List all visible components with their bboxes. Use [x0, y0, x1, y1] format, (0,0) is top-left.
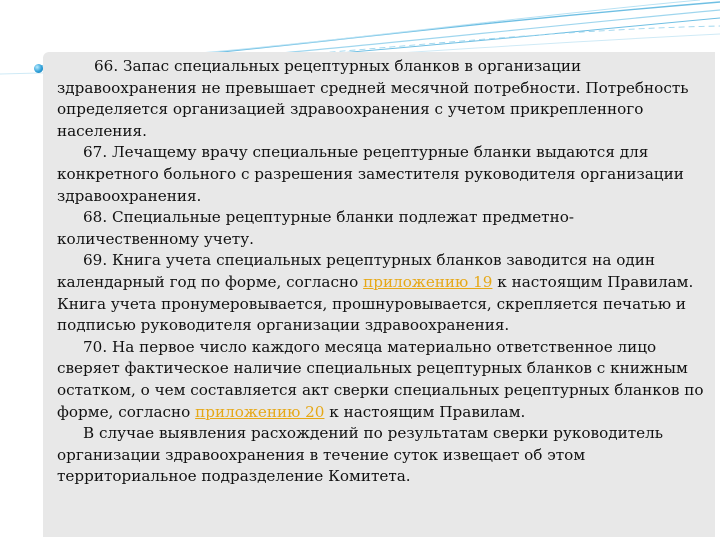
- paragraph-69-text-after: к настоящим Правилам. Книга учета пронумеровывается, прошнуровывается, скрепляется печатью и подписью руководителя организации здравоохранения.: [57, 272, 694, 335]
- paragraph-67: 67. Лечащему врачу специальные рецептурные бланки выдаются для конкретного больного с разрешения заместителя руководителя организации здравоохранения.: [57, 143, 684, 205]
- paragraph-70-text-after: к настоящим Правилам.: [324, 402, 526, 421]
- paragraph-discrepancy: В случае выявления расхождений по результатам сверки руководитель организации здравоохранения в течение суток извещает об этом территориальное подразделение Комитета.: [57, 424, 664, 486]
- paragraph-70-text-before: 70. На первое число каждого месяца материально ответственное лицо сверяет фактическое наличие специальных рецептурных бланков с книжным остатком, о чем составляется акт сверки специальных рецептурных бланков по форме, согласно: [57, 337, 704, 421]
- appendix-20-link[interactable]: приложению 20: [195, 402, 325, 421]
- appendix-19-link[interactable]: приложению 19: [363, 272, 493, 291]
- paragraph-69: [57, 250, 707, 336]
- paragraph-68: 68. Специальные рецептурные бланки подлежат предметно-количественному учету.: [57, 208, 574, 248]
- paragraph-66: 66. Запас специальных рецептурных бланков в организации здравоохранения не превышает средней месячной потребности. Потребность определяется организацией здравоохранения с учетом прикрепленного населения.: [57, 57, 689, 140]
- paragraph-69-text-before: 69. Книга учета специальных рецептурных бланков заводится на один календарный год по форме, согласно: [57, 251, 655, 291]
- bullet-dot-icon: [34, 64, 43, 73]
- paragraph-70: [57, 337, 707, 423]
- body-text: [57, 56, 707, 488]
